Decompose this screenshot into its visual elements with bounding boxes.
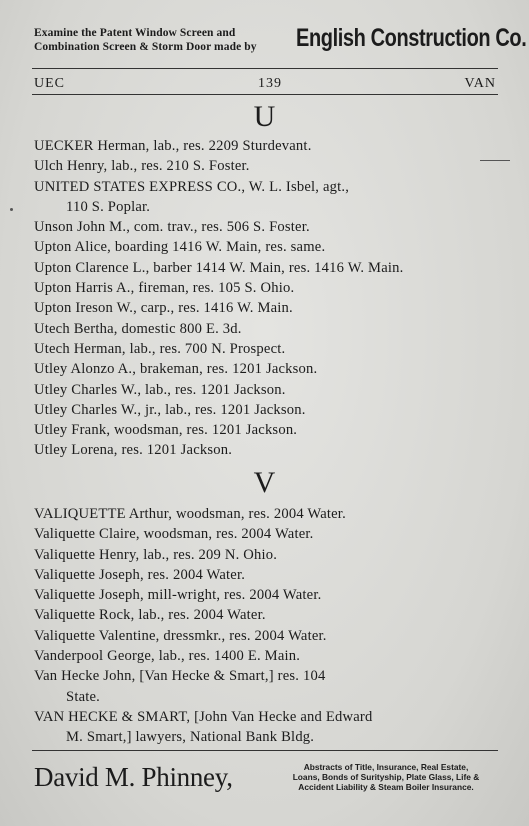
bottom-rule bbox=[32, 750, 498, 751]
directory-entry bbox=[34, 278, 502, 298]
bottom-ad-name: David M. Phinney, bbox=[34, 762, 233, 792]
entry-details: , lab., res. 700 N. Prospect. bbox=[121, 340, 286, 357]
entry-name: Utley Alonzo A. bbox=[34, 361, 133, 378]
entry-details: , W. L. Isbel, agt., bbox=[241, 178, 350, 195]
entry-name: Upton Harris A. bbox=[34, 280, 131, 297]
directory-entry bbox=[34, 298, 502, 318]
entry-name: UECKER Herman bbox=[34, 138, 146, 154]
top-ad-text bbox=[34, 26, 257, 54]
entry-details: , lab., res. 2004 Water. bbox=[130, 607, 266, 624]
directory-entry bbox=[34, 504, 502, 524]
running-head-left: UEC bbox=[34, 76, 65, 91]
entry-name: Valiquette Rock bbox=[34, 607, 131, 624]
section-letter-u: U bbox=[253, 100, 276, 133]
directory-entry bbox=[34, 217, 502, 237]
directory-entry bbox=[34, 545, 502, 565]
entry-details: , lab., res. 1400 E. Main. bbox=[151, 648, 301, 665]
entry-details: , brakeman, res. 1201 Jackson. bbox=[132, 361, 318, 378]
bottom-ad-line-1: Abstracts of Title, Insurance, Real Estate, bbox=[303, 762, 469, 772]
top-ad-line-1: Examine the Patent Window Screen and bbox=[34, 27, 236, 39]
entry-continuation: State. bbox=[66, 688, 101, 705]
entry-details: , boarding 1416 W. Main, res. same. bbox=[107, 239, 326, 256]
entry-name: Valiquette Joseph bbox=[34, 587, 140, 604]
entry-details: , carp., res. 1416 W. Main. bbox=[133, 300, 293, 317]
directory-entry bbox=[34, 420, 502, 440]
entry-details: , [Van Hecke & Smart,] res. 104 bbox=[131, 668, 326, 685]
directory-entry bbox=[34, 177, 502, 218]
print-mark bbox=[480, 160, 510, 161]
entry-name: Utley Charles W., jr. bbox=[34, 401, 158, 418]
entry-name: Utech Bertha bbox=[34, 320, 114, 337]
page-number: 139 bbox=[258, 76, 282, 91]
entry-name: Vanderpool George bbox=[34, 648, 152, 665]
bottom-ad-line-3: Accident Liability & Steam Boiler Insurance. bbox=[298, 782, 474, 792]
directory-entry bbox=[34, 646, 502, 666]
entry-name: Utley Lorena bbox=[34, 442, 114, 459]
entry-details: , domestic 800 E. 3d. bbox=[113, 320, 242, 337]
running-head-right: VAN bbox=[464, 76, 496, 91]
directory-entry bbox=[34, 339, 502, 359]
entry-details: , res. 1201 Jackson. bbox=[113, 442, 233, 459]
directory-entry bbox=[34, 319, 502, 339]
entry-name: Valiquette Henry bbox=[34, 546, 136, 563]
directory-entry bbox=[34, 440, 502, 460]
entry-details: , barber 1414 W. Main, res. 1416 W. Main. bbox=[145, 259, 404, 276]
entry-name: Valiquette Joseph bbox=[34, 566, 140, 583]
entry-name: Utley Charles W. bbox=[34, 381, 138, 398]
entry-details: , lab., res. 1201 Jackson. bbox=[157, 401, 306, 418]
running-head bbox=[34, 76, 496, 94]
entry-details: , fireman, res. 105 S. Ohio. bbox=[130, 280, 295, 297]
directory-entry bbox=[34, 400, 502, 420]
entry-name: Upton Clarence L. bbox=[34, 259, 146, 276]
entry-name: Valiquette Claire bbox=[34, 526, 136, 543]
entry-name: Upton Alice bbox=[34, 239, 108, 256]
entry-details: , res. 2004 Water. bbox=[139, 566, 246, 583]
entry-details: , woodsman, res. 1201 Jackson. bbox=[106, 422, 298, 439]
bottom-ad-text bbox=[266, 762, 506, 792]
entry-continuation: 110 S. Poplar. bbox=[66, 198, 151, 215]
entry-name: UNITED STATES EXPRESS CO. bbox=[34, 178, 242, 195]
directory-entry bbox=[34, 666, 502, 707]
directory-entry bbox=[34, 565, 502, 585]
directory-entry bbox=[34, 585, 502, 605]
entry-name: Utech Herman bbox=[34, 340, 122, 357]
entry-details: , woodsman, res. 2004 Water. bbox=[168, 506, 346, 522]
directory-entry bbox=[34, 258, 502, 278]
entry-details: , lab., res. 1201 Jackson. bbox=[137, 381, 286, 398]
directory-entry bbox=[34, 380, 502, 400]
directory-entry bbox=[34, 359, 502, 379]
top-ad-line-2: Combination Screen & Storm Door made by bbox=[34, 41, 257, 53]
entry-details: , lab., res. 210 S. Foster. bbox=[103, 158, 250, 175]
entry-details: , woodsman, res. 2004 Water. bbox=[135, 526, 314, 543]
bottom-advertisement bbox=[34, 758, 504, 804]
entry-details: , [John Van Hecke and Edward bbox=[186, 708, 373, 725]
top-advertisement bbox=[34, 24, 527, 62]
directory-entry bbox=[34, 237, 502, 257]
directory-entry bbox=[34, 605, 502, 625]
entries-v bbox=[34, 504, 502, 748]
entry-name: Ulch Henry bbox=[34, 158, 104, 175]
section-letter-v: V bbox=[253, 466, 276, 499]
entries-u bbox=[34, 136, 502, 461]
entry-name: Valiquette Valentine bbox=[34, 627, 156, 644]
entry-name: Utley Frank bbox=[34, 422, 107, 439]
directory-entry bbox=[34, 524, 502, 544]
top-rule bbox=[32, 68, 498, 69]
directory-entry bbox=[34, 707, 502, 748]
entry-continuation: M. Smart,] lawyers, National Bank Bldg. bbox=[66, 729, 315, 746]
entry-details: , com. trav., res. 506 S. Foster. bbox=[126, 219, 310, 236]
bottom-ad-line-2: Loans, Bonds of Surityship, Plate Glass, Life & bbox=[292, 772, 480, 782]
entry-name: Upton Ireson W. bbox=[34, 300, 134, 317]
entry-name: VALIQUETTE Arthur bbox=[34, 506, 169, 522]
entry-details: , mill-wright, res. 2004 Water. bbox=[139, 587, 322, 604]
print-speck bbox=[10, 208, 13, 211]
entry-details: , dressmkr., res. 2004 Water. bbox=[155, 627, 327, 644]
directory-entry bbox=[34, 156, 502, 176]
directory-entry bbox=[34, 136, 502, 156]
top-ad-company-name: English Construction Co. bbox=[296, 24, 527, 52]
entry-name: VAN HECKE & SMART bbox=[34, 708, 187, 725]
entry-details: , lab., res. 209 N. Ohio. bbox=[135, 546, 278, 563]
entry-name: Van Hecke John bbox=[34, 668, 132, 685]
entry-details: , lab., res. 2209 Sturdevant. bbox=[145, 138, 312, 154]
header-rule bbox=[32, 94, 498, 95]
entry-name: Unson John M. bbox=[34, 219, 127, 236]
directory-entry bbox=[34, 626, 502, 646]
